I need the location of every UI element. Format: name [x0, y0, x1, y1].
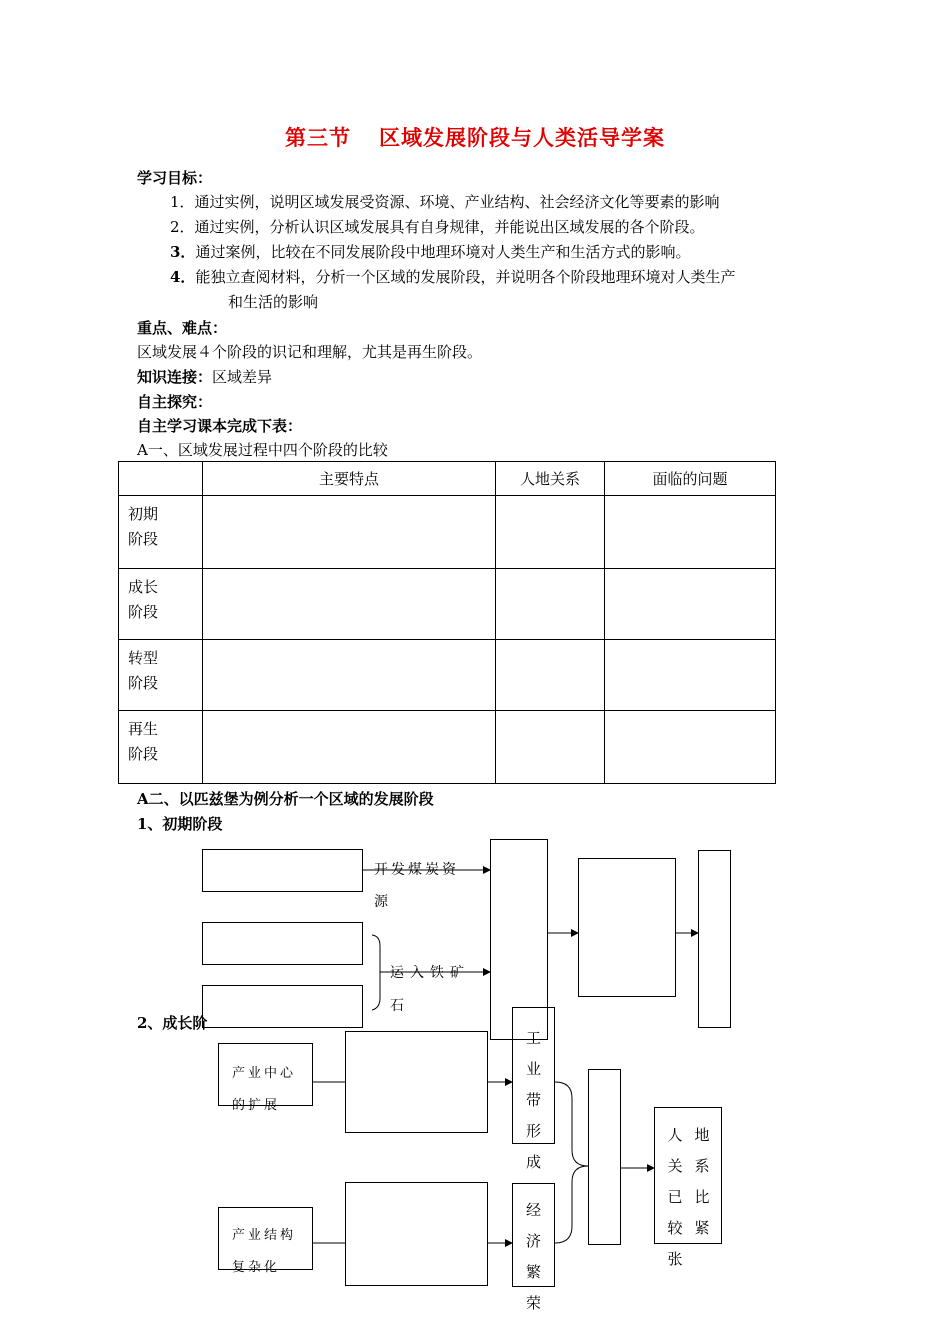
knowledge-value: 区域差异: [212, 368, 273, 386]
title-section: 第三节: [285, 125, 351, 150]
relation-char: 关: [667, 1157, 683, 1175]
selfstudy-heading: 自主学习课本完成下表：: [137, 417, 303, 435]
objective-text: 通过实例，说明区域发展受资源、环境、产业结构、社会经济文化等要素的影响: [194, 193, 720, 211]
stage-label-line: 成长: [128, 578, 159, 596]
stage1-heading: 1、初期阶段: [137, 815, 223, 833]
relation-col2: [692, 1120, 712, 1244]
relation-char: 张: [667, 1250, 683, 1268]
objective-num: 3．: [170, 243, 196, 261]
title-main: 区域发展阶段与人类活导: [379, 125, 621, 150]
blank-box-narrow[interactable]: [588, 1069, 621, 1245]
objective-4-cont: 和生活的影响: [228, 293, 319, 311]
blank-box[interactable]: [202, 849, 363, 892]
relation-char: 地: [694, 1126, 710, 1144]
relation-char: 较: [667, 1219, 683, 1237]
stage-label-line: 阶段: [128, 530, 159, 548]
industry-belt-char: 业: [525, 1060, 541, 1078]
blank-box[interactable]: [202, 922, 363, 965]
objective-num: 4．: [170, 268, 196, 286]
keypoints-heading: 重点、难点：: [137, 319, 228, 337]
stage-label-line: 阶段: [128, 674, 159, 692]
blank-box[interactable]: [345, 1031, 488, 1133]
arrow-label-iron-cont: 石: [390, 998, 407, 1014]
economy-char: 经: [525, 1201, 541, 1219]
objective-text: 通过案例，比较在不同发展阶段中地理环境对人类生产和生活方式的影响。: [195, 243, 691, 261]
industry-structure-label-cont: 复杂化: [232, 1260, 281, 1275]
relation-char: 系: [694, 1157, 710, 1175]
relation-char: 已: [667, 1188, 683, 1206]
table-header-cell: 人地关系: [496, 462, 605, 496]
stage-label-line: 阶段: [128, 745, 159, 763]
relation-col1: [665, 1120, 685, 1275]
table-section-heading: A一、区域发展过程中四个阶段的比较: [137, 441, 388, 459]
case-section-heading: A二、以匹兹堡为例分析一个区域的发展阶段: [137, 790, 434, 808]
knowledge-label: 知识连接：: [137, 368, 213, 386]
industry-belt-char: 带: [525, 1091, 541, 1109]
economy-char: 繁: [525, 1263, 541, 1281]
relation-char: 人: [667, 1126, 683, 1144]
industry-belt-char: 成: [525, 1153, 541, 1171]
blank-box[interactable]: [202, 985, 363, 1028]
industry-center-label-cont: 的扩展: [232, 1098, 281, 1113]
stage-label-line: 再生: [128, 720, 159, 738]
objective-text: 能独立查阅材料，分析一个区域的发展阶段，并说明各个阶段地理环境对人类生产: [195, 268, 736, 286]
economy-char: 荣: [525, 1294, 541, 1312]
objective-num: 2．: [170, 218, 195, 236]
bracket-iron-ore: [372, 935, 380, 1010]
blank-box-narrow[interactable]: [698, 850, 731, 1028]
stage-label-line: 阶段: [128, 603, 159, 621]
explore-heading: 自主探究：: [137, 393, 213, 411]
industry-center-label: 产业中心: [232, 1066, 297, 1081]
blank-box[interactable]: [578, 858, 676, 997]
arrow-label-coal-cont: 源: [374, 894, 391, 910]
table-header-cell: 面临的问题: [605, 462, 776, 496]
relation-char: 比: [694, 1188, 710, 1206]
stage2-heading: 2、成长阶: [137, 1014, 208, 1032]
table-header-cell: 主要特点: [203, 462, 496, 496]
title-suffix: 学案: [621, 125, 665, 150]
objectives-heading: 学习目标：: [137, 169, 213, 187]
economy-char: 济: [525, 1232, 541, 1250]
stage-label-line: 初期: [128, 505, 159, 523]
economy-label: [512, 1195, 555, 1319]
arrow-label-iron: 运入铁矿: [390, 965, 470, 981]
merge-bracket-bottom: [555, 1166, 588, 1243]
merge-bracket-top: [555, 1082, 588, 1166]
industry-belt-label: [512, 1023, 555, 1178]
keypoints-text: 区域发展４个阶段的识记和理解，尤其是再生阶段。: [137, 343, 483, 361]
blank-box[interactable]: [345, 1182, 488, 1286]
objective-num: 1．: [170, 193, 195, 211]
industry-belt-char: 形: [525, 1122, 541, 1140]
stage-label-line: 转型: [128, 649, 159, 667]
relation-char: 紧: [694, 1219, 710, 1237]
arrow-label-coal: 开发煤炭资: [374, 862, 459, 878]
industry-belt-char: 工: [525, 1029, 541, 1047]
objective-text: 通过实例，分析认识区域发展具有自身规律，并能说出区域发展的各个阶段。: [194, 218, 705, 236]
industry-structure-label: 产业结构: [232, 1228, 297, 1243]
